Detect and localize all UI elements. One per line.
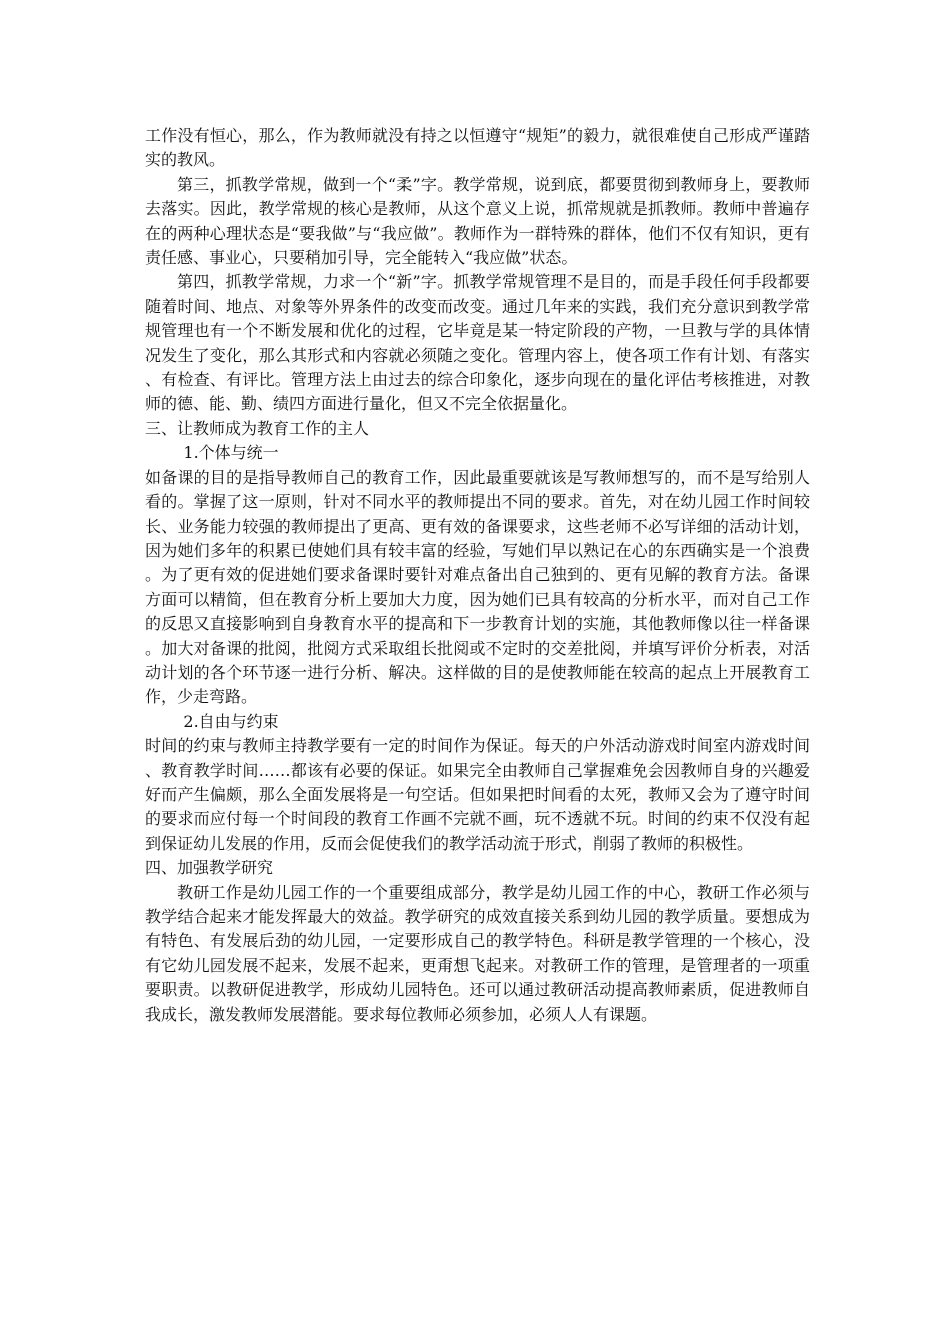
subheading-individual-unity: 1.个体与统一 [183, 443, 279, 463]
paragraph-time-constraint: 时间的约束与教师主持教学要有一定的时间作为保证。每天的户外活动游戏时间室内游戏时间、教育教学时间……都该有必要的保证。如果完全由教师自己掌握难免会因教师自身的兴趣爱好而产生偏颇，那么全面发展将是一句空话。但如果把时间看的太死，教师又会为了遵守时间的要求而应付每一个时间段的教育工作画不完就不画，玩不透就不玩。时间的约束不仅没有起到保证幼儿发展的作用，反而会促使我们的教学活动流于形式，削弱了教师的积极性。 [145, 736, 810, 853]
subheading-freedom-constraint: 2.自由与约束 [183, 711, 279, 731]
paragraph-continuation: 工作没有恒心，那么，作为教师就没有持之以恒遵守“规矩”的毅力，就很难使自己形成严谨踏实的教风。 [145, 126, 810, 170]
paragraph-third-point: 第三，抓教学常规，做到一个“柔”字。教学常规，说到底，都要贯彻到教师身上，要教师去落实。因此，教学常规的核心是教师，从这个意义上说，抓常规就是抓教师。教师中普遍存在的两种心理状态是“要我做”与“我应做”。教师作为一群特殊的群体，他们不仅有知识，更有责任感、事业心，只要稍加引导，完全能转入“我应做”状态。 [145, 174, 810, 268]
document-body [145, 124, 810, 1027]
paragraph-lesson-prep: 如备课的目的是指导教师自己的教育工作，因此最重要就该是写教师想写的，而不是写给别人看的。掌握了这一原则，针对不同水平的教师提出不同的要求。首先，对在幼儿园工作时间较长、业务能力较强的教师提出了更高、更有效的备课要求，这些老师不必写详细的活动计划，因为她们多年的积累已使她们具有较丰富的经验，写她们早以熟记在心的东西确实是一个浪费。为了更有效的促进她们要求备课时要针对难点备出自己独到的、更有见解的教育方法。备课方面可以精简，但在教育分析上要加大力度，因为她们已具有较高的分析水平，而对自己工作的反思又直接影响到自身教育水平的提高和下一步教育计划的实施，其他教师像以往一样备课。加大对备课的批阅，批阅方式采取组长批阅或不定时的交差批阅，并填写评价分析表，对活动计划的各个环节逐一进行分析、解决。这样做的目的是使教师能在较高的起点上开展教育工作，少走弯路。 [145, 467, 810, 707]
section-heading-4: 四、加强教学研究 [145, 858, 274, 878]
paragraph-fourth-point: 第四，抓教学常规，力求一个“新”字。抓教学常规管理不是目的，而是手段任何手段都要随着时间、地点、对象等外界条件的改变而改变。通过几年来的实践，我们充分意识到教学常规管理也有一个不断发展和优化的过程，它毕竟是某一特定阶段的产物，一旦教与学的具体情况发生了变化，那么其形式和内容就必须随之变化。管理内容上，使各项工作有计划、有落实、有检查、有评比。管理方法上由过去的综合印象化，逐步向现在的量化评估考核推进，对教师的德、能、勤、绩四方面进行量化，但又不完全依据量化。 [145, 272, 810, 414]
section-heading-3: 三、让教师成为教育工作的主人 [145, 418, 370, 438]
paragraph-teaching-research: 教研工作是幼儿园工作的一个重要组成部分，教学是幼儿园工作的中心，教研工作必须与教学结合起来才能发挥最大的效益。教学研究的成效直接关系到幼儿园的教学质量。要想成为有特色、有发展后劲的幼儿园，一定要形成自己的教学特色。科研是教学管理的一个核心，没有它幼儿园发展不起来，发展不起来，更甭想飞起来。对教研工作的管理，是管理者的一项重要职责。以教研促进教学，形成幼儿园特色。还可以通过教研活动提高教师素质，促进教师自我成长，激发教师发展潜能。要求每位教师必须参加，必须人人有课题。 [145, 882, 810, 1024]
